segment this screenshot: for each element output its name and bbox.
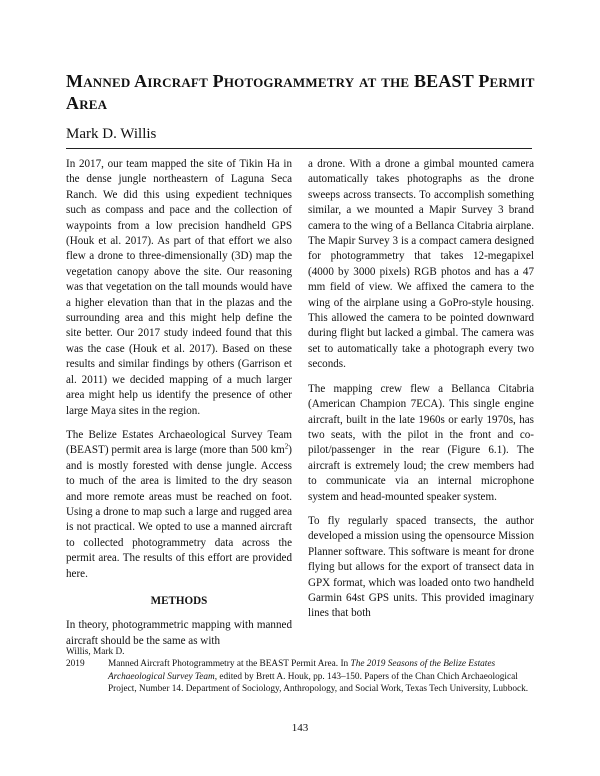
paragraph: In 2017, our team mapped the site of Tikin Ha in the dense jungle northeastern of Laguna Seca Ranch. We did this using expedient techniques such as compass and pace and the collection of waypoints from a low precision handheld GPS (Houk et al. 2017). As part of that effort we also flew a drone to three-dimensionally (3D) map the vegetation canopy above the site. Our reasoning was that vegetation on the tall mounds would have a higher elevation than that in the plazas and the surrounding area and this might help define the site better. Our 2017 study indeed found that this was the case (Houk et al. 2017). Based on these results and similar findings by others (Garrison et al. 2011) we decided mapping of a much larger area might help us identify the presence of other large Maya sites in the region. xyxy=(66,158,292,417)
paragraph-text: The Belize Estates Archaeological Survey Team (BEAST) permit area is large (more than 500 km xyxy=(66,428,292,457)
citation-volume-title: The 2019 Seasons of the Belize Estates Archaeological Survey Team xyxy=(108,659,496,682)
article-author: Mark D. Willis xyxy=(66,126,157,142)
citation-entry xyxy=(66,658,534,695)
paragraph-text: ) and is mostly forested with dense jungle. Access to much of the area is limited to the dry season and more remote areas must be reached on foot. Using a drone to map such a large and rugged area is not practical. We opted to use a manned aircraft to collected photogrammetry data across the permit area. The results of this effort are provided here. xyxy=(66,444,292,580)
page-number: 143 xyxy=(291,722,309,734)
citation-text-part: , edited by Brett A. Houk, pp. 143–150. Papers of the Chan Chich Archaeological Project, Number 14. Department of Sociology, Anthropology, and Social Work, Texas Tech University, Lubbock. xyxy=(108,671,529,695)
paragraph: To fly regularly spaced transects, the author developed a mission using the opensource Mission Planner software. This software is meant for drone flying but allows for the export of transect data in GPX format, which was loaded onto two handheld Garmin 64st GPS units. This provided imaginary lines that both xyxy=(308,514,534,620)
citation-year: 2019 xyxy=(66,659,85,670)
right-column xyxy=(308,157,534,631)
citation-block xyxy=(66,646,534,696)
article-title: Manned Aircraft Photogrammetry at the BEAST Permit Area xyxy=(66,71,535,113)
paragraph: The mapping crew flew a Bellanca Citabria (American Champion 7ECA). This single engine aircraft, built in the late 1960s or early 1970s, has two seats, with the pilot in the front and co-pilot/passenger in the rear (Figure 6.1). The aircraft is extremely loud; the crew members had to communicate via an internal microphone system and head-mounted speaker system. xyxy=(308,382,534,503)
paragraph xyxy=(66,428,292,582)
section-heading-methods: METHODS xyxy=(150,594,208,607)
citation-text xyxy=(108,658,534,695)
citation-text-part: Manned Aircraft Photogrammetry at the BEAST Permit Area. In xyxy=(108,659,351,670)
left-column xyxy=(66,157,292,658)
paragraph: a drone. With a drone a gimbal mounted camera automatically takes photographs as the drone sweeps across transects. To accomplish something similar, a we mounted a Mapir Survey 3 brand camera to the wing of a Bellanca Citabria airplane. The Mapir Survey 3 is a compact camera designed for photogrammetry that takes 12-megapixel (4000 by 3000 pixels) RGB photos and has a 47 mm field of view. We affixed the camera to the wing of the airplane using a GoPro-style housing. This allowed the camera to be pointed downward during flight but lacked a gimbal. The camera was set to automatically take a photograph every two seconds. xyxy=(308,158,534,371)
title-divider xyxy=(66,148,532,149)
superscript: 2 xyxy=(284,442,289,451)
citation-author: Willis, Mark D. xyxy=(66,647,125,657)
paragraph: In theory, photogrammetric mapping with manned aircraft should be the same as with xyxy=(66,619,292,647)
